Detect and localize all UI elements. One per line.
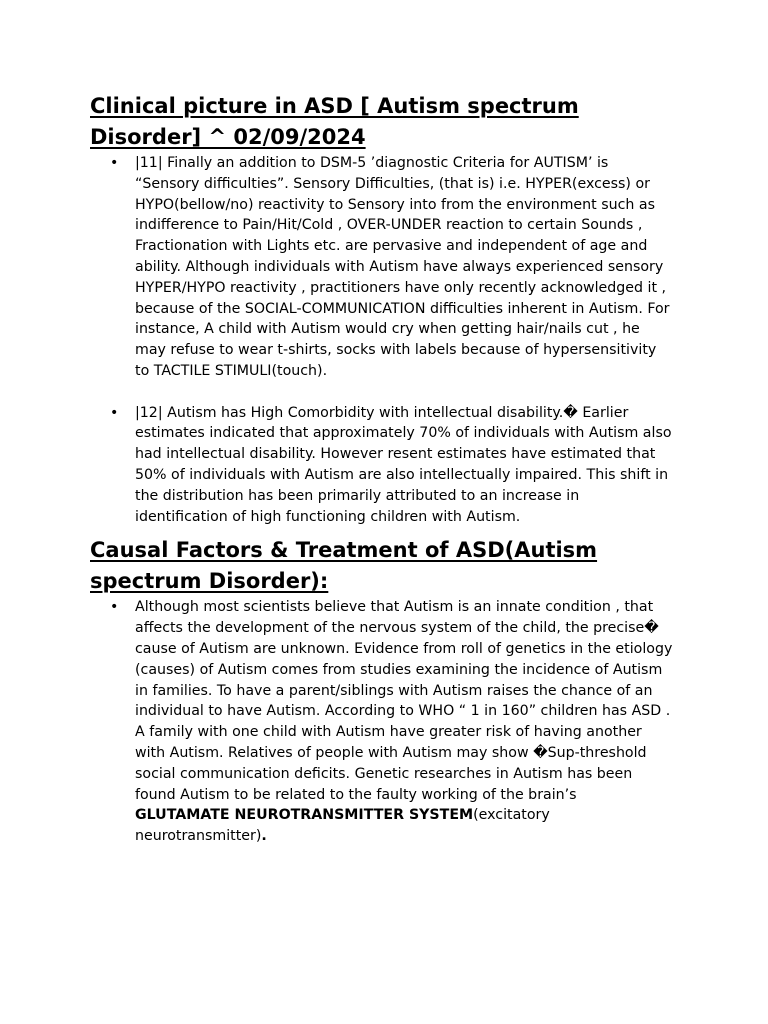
bullet-icon: • xyxy=(110,599,119,616)
list-item xyxy=(90,597,673,847)
bullet-icon: • xyxy=(110,404,119,421)
document-page xyxy=(90,91,690,847)
bold-term: GLUTAMATE NEUROTRANSMITTER SYSTEM xyxy=(135,807,474,824)
bullet-icon: • xyxy=(110,155,119,171)
causal-factors-list xyxy=(90,597,690,847)
list-item xyxy=(90,403,673,528)
paragraph-text-tail: (excitatory neurotransmitter) xyxy=(135,807,550,845)
paragraph-text: |12| Autism has High Comorbidity with intellectual disability.� Earlier estimates indicated that approximately 70% of individuals with Autism also had intellectual disability. However resent estimates have estimated that 50% of individuals with Autism are also intellectually impaired. This shift in the distribution has been primarily attributed to an increase in identification of high functioning children with Autism. xyxy=(135,404,672,525)
clinical-picture-list xyxy=(90,153,690,527)
section-heading-clinical-picture: Clinical picture in ASD [ Autism spectrum Disorder] ^ 02/09/2024 xyxy=(90,94,579,149)
section-heading-causal-factors: Causal Factors & Treatment of ASD(Autism spectrum Disorder): xyxy=(90,538,598,594)
paragraph-text: Although most scientists believe that Autism is an innate condition , that affects the development of the nervous system of the child, the precise� cause of Autism are unknown. Evidence from roll of genetics in the etiology (causes) of Autism comes from studies examining the incidence of Autism in families. To have a parent/siblings with Autism raises the chance of an individual to have Autism. According to WHO “ 1 in 160” children has ASD . A family with one child with Autism have greater risk of having another with Autism. Relatives of people with Autism may show �Sup-threshold social communication deficits. Genetic researches in Autism has been found Autism to be related to the faulty working of the brain’s xyxy=(135,599,673,803)
paragraph-text: |11| Finally an addition to DSM-5 ’diagnostic Criteria for AUTISM’ is “Sensory difficulties”. Sensory Difficulties, (that is) i.e. HYPER(excess) or HYPO(bellow/no) reactivity to Sensory into from the environment such as indifference to Pain/Hit/Cold , OVER-UNDER reaction to certain Sounds , Fractionation with Lights etc. are pervasive and independent of age and ability. Although individuals with Autism have always experienced sensory HYPER/HYPO reactivity , practitioners have only recently acknowledged it , because of the SOCIAL-COMMUNICATION difficulties inherent in Autism. For instance, A child with Autism would cry when getting hair/nails cut , he may refuse to wear t-shirts, socks with labels because of hypersensitivity to TACTILE STIMULI(touch). xyxy=(135,155,670,379)
list-item xyxy=(90,153,673,382)
closing-period: . xyxy=(261,828,267,845)
